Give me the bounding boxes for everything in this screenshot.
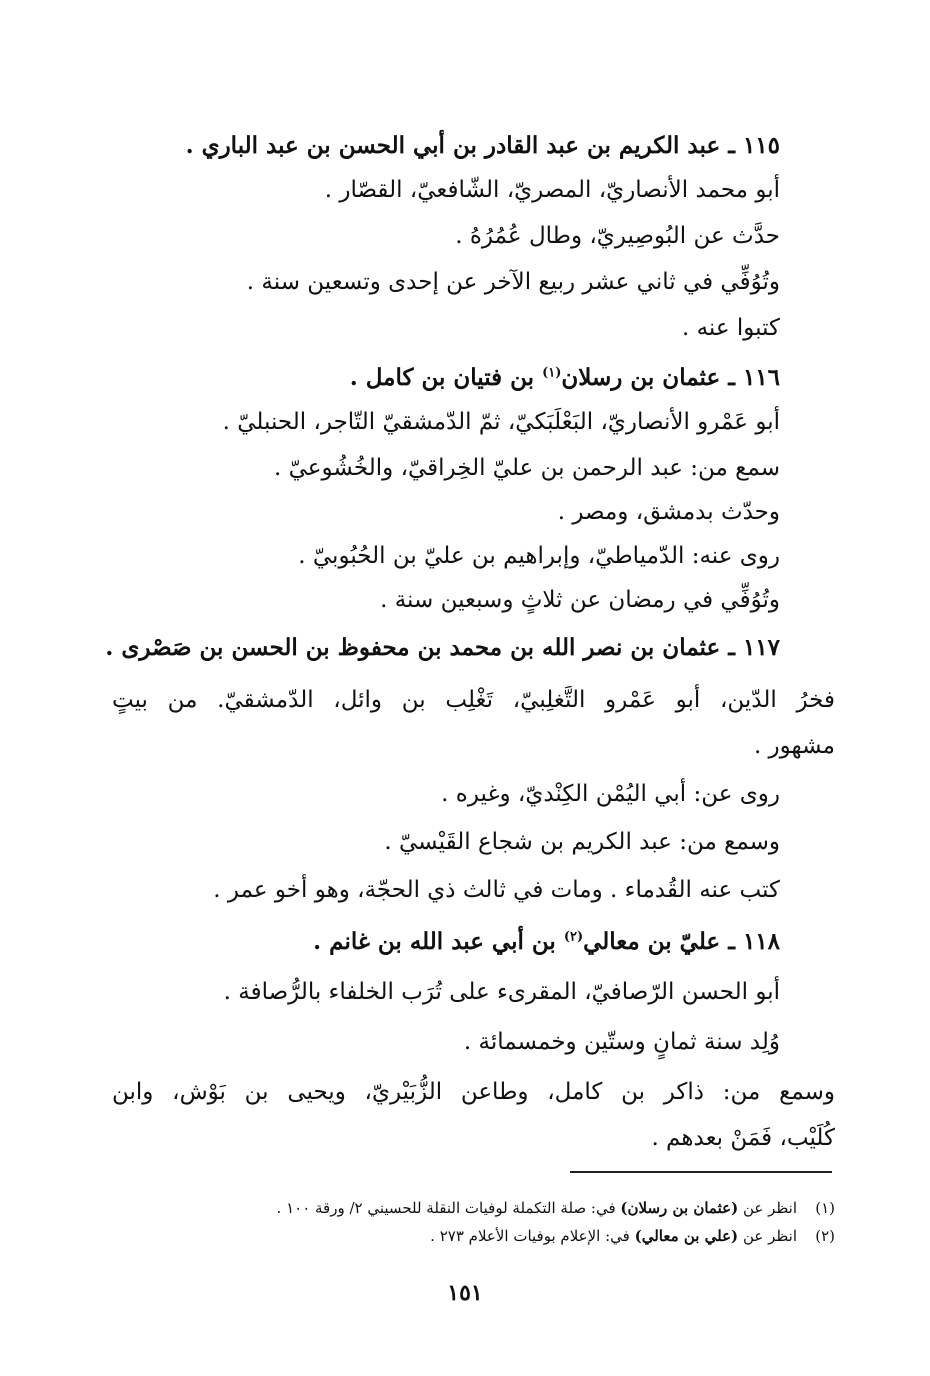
entry-line: فخرُ الدّين، أبو عَمْرو التَّغلِبيّ، تَغْلِب بن وائل، الدّمشقيّ. من بيتٍ bbox=[112, 687, 835, 713]
footnote-source: في: صلة التكملة لوفيات النقلة للحسيني ٢/ ورقة ١٠٠ . bbox=[276, 1199, 621, 1217]
footnote bbox=[430, 1224, 835, 1248]
entry-line: أبو محمد الأنصاريّ، المصريّ، الشّافعيّ، القصّار . bbox=[324, 177, 780, 203]
entry-line: وسمع من: ذاكر بن كامل، وطاعن الزُّبَيْريّ، ويحيى بن بَوْش، وابن bbox=[112, 1079, 835, 1105]
entry-line: وتُوُفِّي في ثاني عشر ربيع الآخر عن إحدى وتسعين سنة . bbox=[246, 269, 780, 295]
entry-number: ١١٦ ـ bbox=[728, 364, 780, 391]
footnote-source: في: الإعلام بوفيات الأعلام ٢٧٣ . bbox=[430, 1227, 635, 1245]
entry-line: وُلِد سنة ثمانٍ وستّين وخمسمائة . bbox=[463, 1029, 780, 1055]
entry-heading bbox=[105, 632, 780, 664]
entry-line: أبو الحسن الرّصافيّ، المقرىء على تُرَب الخلفاء بالرُّصافة . bbox=[223, 979, 780, 1005]
entry-name: عليّ بن معالي bbox=[583, 928, 721, 955]
entry-number: ١١٥ ـ bbox=[728, 132, 780, 159]
footnote-separator bbox=[570, 1171, 832, 1173]
entry-line: مشهور . bbox=[753, 733, 835, 759]
entry-number: ١١٧ ـ bbox=[728, 634, 780, 661]
entry-heading bbox=[186, 130, 780, 162]
entry-name-rest: بن أبي عبد الله بن غانم . bbox=[313, 928, 564, 955]
entry-name: عثمان بن رسلان bbox=[561, 364, 721, 391]
footnote-subject: (عثمان بن رسلان) bbox=[620, 1199, 739, 1217]
footnote bbox=[277, 1196, 835, 1220]
entry-heading bbox=[350, 362, 780, 394]
footnote-ref: (١) bbox=[542, 365, 562, 381]
footnote-text: انظر عن bbox=[738, 1227, 797, 1245]
entry-line: كُلَيْب، فَمَنْ بعدهم . bbox=[651, 1125, 835, 1151]
footnote-subject: (علي بن معالي) bbox=[634, 1227, 739, 1245]
footnote-number: (٢) bbox=[815, 1227, 835, 1245]
footnote-ref: (٢) bbox=[563, 929, 584, 945]
entry-heading bbox=[313, 926, 780, 958]
footnote-number: (١) bbox=[815, 1199, 835, 1217]
page-number: ١٥١ bbox=[447, 1280, 483, 1306]
entry-line: وتُوُفِّي في رمضان عن ثلاثٍ وسبعين سنة . bbox=[380, 587, 780, 613]
entry-line: أبو عَمْرو الأنصاريّ، البَعْلَبَكيّ، ثمّ الدّمشقيّ التّاجر، الحنبليّ . bbox=[222, 409, 780, 435]
entry-name: عبد الكريم بن عبد القادر بن أبي الحسن بن عبد الباري . bbox=[185, 132, 721, 159]
entry-name-rest: بن فتيان بن كامل . bbox=[349, 364, 543, 391]
entry-line: وسمع من: عبد الكريم بن شجاع القَيْسيّ . bbox=[384, 829, 780, 855]
entry-name: عثمان بن نصر الله بن محمد بن محفوظ بن الحسن بن صَصْرى . bbox=[105, 634, 721, 661]
entry-line: سمع من: عبد الرحمن بن عليّ الخِراقيّ، والخُشُوعيّ . bbox=[273, 455, 780, 481]
entry-line: كتبوا عنه . bbox=[681, 315, 780, 341]
footnote-text: انظر عن bbox=[738, 1199, 797, 1217]
entry-number: ١١٨ ـ bbox=[728, 928, 780, 955]
entry-line: كتب عنه القُدماء . ومات في ثالث ذي الحجّة، وهو أخو عمر . bbox=[213, 877, 780, 903]
entry-line: روى عنه: الدّمياطيّ، وإبراهيم بن عليّ بن الحُبُوبيّ . bbox=[298, 543, 780, 569]
entry-line: وحدّث بدمشق، ومصر . bbox=[557, 499, 780, 525]
entry-line: حدَّث عن البُوصِيريّ، وطال عُمُرُهُ . bbox=[455, 223, 780, 249]
entry-line: روى عن: أبي اليُمْن الكِنْديّ، وغيره . bbox=[441, 781, 780, 807]
